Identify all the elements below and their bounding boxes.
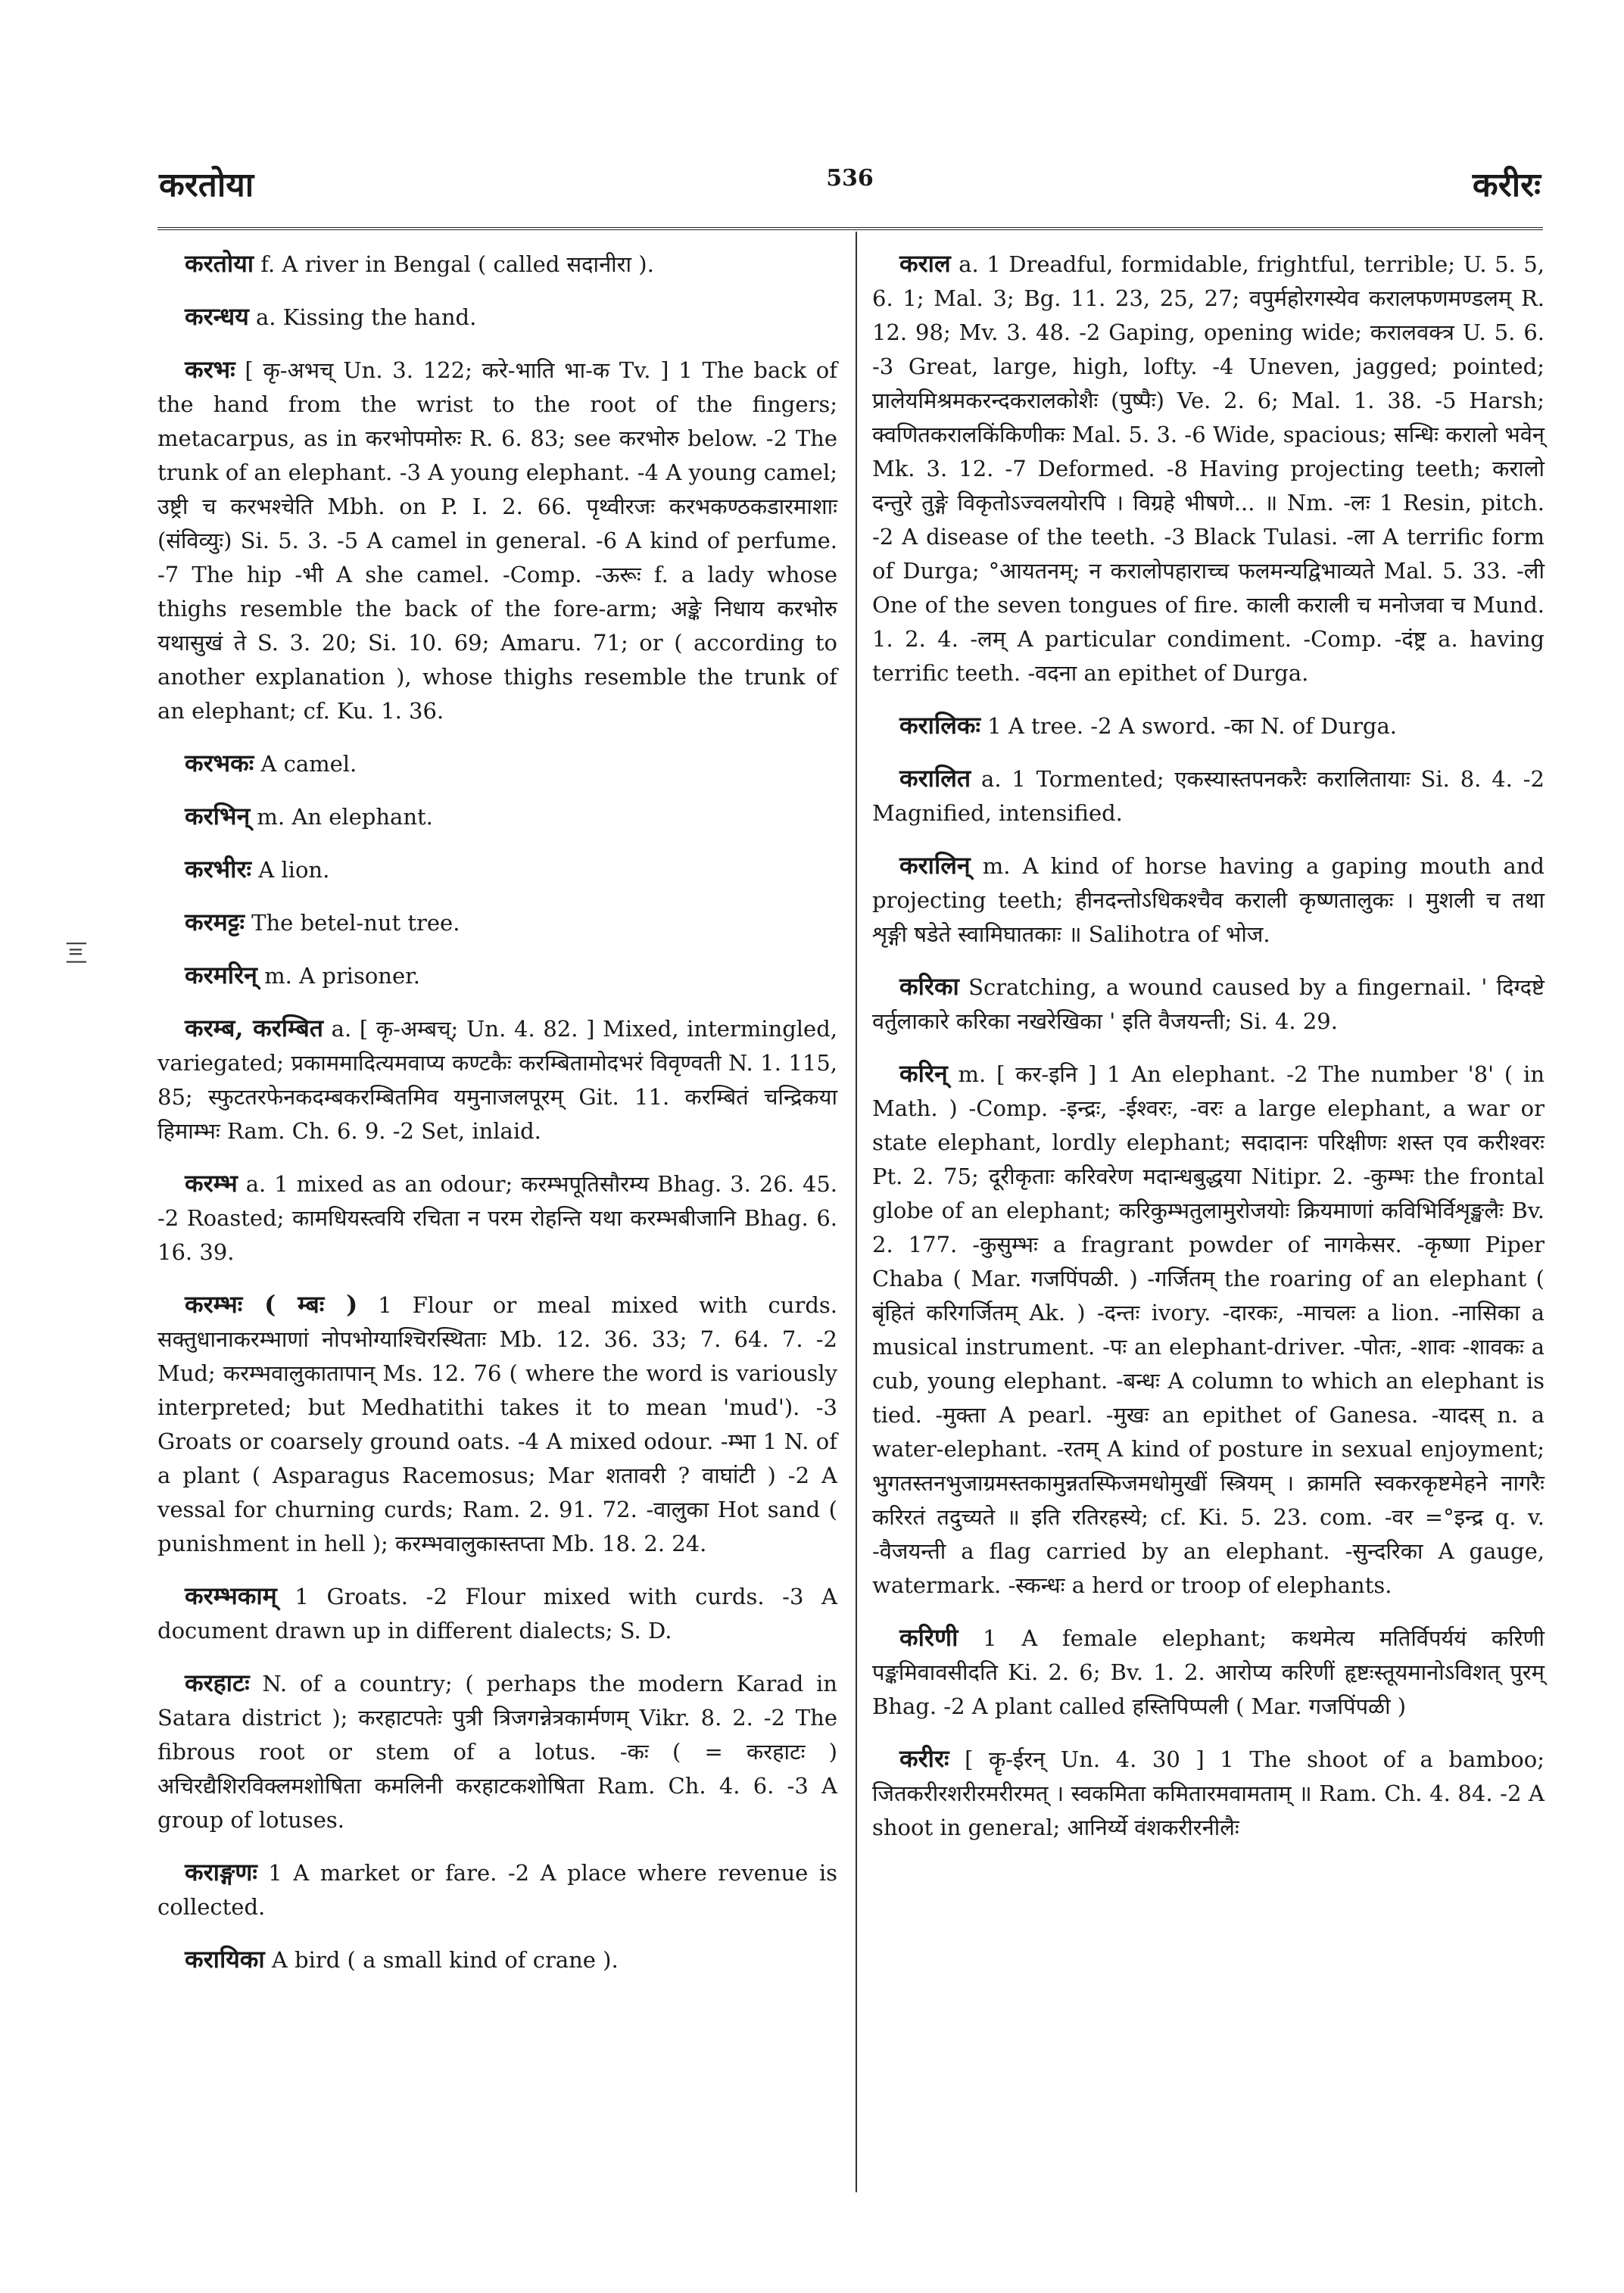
entry-definition: 1 A female elephant; कथमेत्य मतिर्विपर्ययं करिणी पङ्कमिवावसीदति Ki. 2. 6; Bv. 1. 2. आरोप्य करिणीं हृष्टःस्तूयमानोऽविशत् पुरम् Bhag. -2 A plant called हस्तिपिप्पली ( Mar. गजपिंपळी ) [872,1625,1545,1719]
dictionary-entry [157,1943,837,1977]
entry-definition: N. of a country; ( perhaps the modern Karad in Satara district ); करहाटपतेः पुत्री त्रिजगन्नेत्रकार्मणम् Vikr. 8. 2. -2 The fibrous root or stem of a lotus. -कः ( = करहाटः ) अचिरद्यैशिरविक्लमशोषिता कमलिनी करहाटकशोषिता Ram. Ch. 4. 6. -3 A group of lotuses. [157,1671,837,1833]
headword: करमरिन् [185,961,257,989]
dictionary-entry [157,1011,837,1148]
headword: करालित [899,764,971,793]
dictionary-entry [872,762,1545,830]
entry-definition: [ कृ-अभच् Un. 3. 122; करे-भाति भा-क Tv. ] 1 The back of the hand from the wrist to the root of the fingers; metacarpus, as in करभोपमोरुः R. 6. 83; see करभोरु below. -2 The trunk of an elephant. -3 A young elephant. -4 A young camel; उष्ट्री च करभश्चेति Mbh. on P. I. 2. 66. पृथ्वीरजः करभकण्ठकडारमाशाः (संविव्युः) Si. 5. 3. -5 A camel in general. -6 A kind of perfume. -7 The hip -भी A she camel. -Comp. -ऊरूः f. a lady whose thighs resemble the back of the fore-arm; अङ्के निधाय करभोरु यथासुखं ते S. 3. 20; Si. 10. 69; Amaru. 71; or ( according to another explanation ), whose thighs resemble the trunk of an elephant; cf. Ku. 1. 36. [157,357,837,724]
headword: करमट्टः [185,908,245,936]
dictionary-entry [157,905,837,940]
dictionary-entry [872,1621,1545,1724]
entry-definition: 1 Groats. -2 Flour mixed with curds. -3 A document drawn up in different dialects; S. D. [157,1584,837,1643]
headword: करम्भ [185,1169,238,1198]
headword: करिणी [899,1623,959,1652]
entry-definition: A lion. [251,857,330,883]
entry-definition: m. A prisoner. [257,963,421,989]
dictionary-entry [157,1579,837,1648]
running-head [159,160,1541,213]
headword: करम्ब, करम्बित [185,1014,323,1042]
headword: करभकः [185,749,254,777]
dictionary-entry [157,1167,837,1270]
header-rule [157,227,1543,230]
entry-definition: 1 A tree. -2 A sword. -का N. of Durga. [980,713,1397,739]
entry-definition: Scratching, a wound caused by a fingernail. ' दिग्दष्टे वर्तुलाकारे करिका नखरेखिका ' इति वैजयन्ती; Si. 4. 29. [872,974,1545,1034]
entry-definition: a. 1 Tormented; एकस्यास्तपनकरैः करालितायाः Si. 8. 4. -2 Magnified, intensified. [872,766,1545,826]
header-first-word: करतोया [159,166,254,204]
left-column [157,247,837,1995]
headword: करीरः [899,1744,949,1773]
headword: कराल [899,249,951,278]
entry-definition: The betel-nut tree. [244,910,460,936]
entry-definition: f. A river in Bengal ( called सदानीरा ). [254,251,654,277]
headword: करिका [899,972,959,1001]
page-number: 536 [826,165,874,192]
dictionary-entry [157,353,837,728]
dictionary-entry [157,852,837,887]
margin-mark: |॥| [64,939,87,965]
headword: करम्भः ( म्बः ) [185,1290,358,1319]
headword: करभिन् [185,802,251,830]
column-divider [856,232,857,2192]
headword: करन्धय [185,302,249,331]
dictionary-entry [157,1855,837,1924]
entry-definition: m. A kind of horse having a gaping mouth and projecting teeth; हीनदन्तोऽधिकश्चैव कराली कृष्णतालुकः । मुशली च तथा शृङ्गी षडेते स्वामिघातकाः ॥ Salihotra of भोज. [872,853,1545,947]
headword: करालिकः [899,711,980,740]
headword: करालिन् [899,851,971,880]
headword: करभः [185,355,235,384]
headword: करहाटः [185,1668,250,1697]
dictionary-entry [157,1288,837,1561]
dictionary-entry [872,247,1545,690]
headword: करतोया [185,249,254,278]
dictionary-entry [872,1057,1545,1603]
entry-definition: m. An elephant. [250,804,433,830]
headword: कराङ्गणः [185,1858,257,1886]
entry-definition: 1 A market or fare. -2 A place where revenue is collected. [157,1860,837,1920]
header-last-word: करीरः [1472,166,1541,204]
headword: करायिका [185,1945,265,1974]
entry-definition: a. [ कृ-अम्बच्; Un. 4. 82. ] Mixed, intermingled, variegated; प्रकाममादित्यमवाप्य कण्टकैः करम्बितामोदभरं विवृण्वती N. 1. 115, 85; स्फुटतरफेनकदम्बकरम्बितमिव यमुनाजलपूरम् Git. 11. करम्बितं चन्द्रिकया हिमाम्भः Ram. Ch. 6. 9. -2 Set, inlaid. [157,1016,837,1144]
entry-definition: a. 1 Dreadful, formidable, frightful, terrible; U. 5. 5, 6. 1; Mal. 3; Bg. 11. 23, 25, 27; वपुर्महोरगस्येव करालफणमण्डलम् R. 12. 98; Mv. 3. 48. -2 Gaping, opening wide; करालवक्त्र U. 5. 6. -3 Great, large, high, lofty. -4 Uneven, jagged; pointed; प्रालेयमिश्रमकरन्दकरालकोशैः (पुष्पैः) Ve. 2. 6; Mal. 1. 38. -5 Harsh; क्वणितकरालकिंकिणीकः Mal. 5. 3. -6 Wide, spacious; सन्धिः करालो भवेन् Mk. 3. 12. -7 Deformed. -8 Having projecting teeth; करालो दन्तुरे तुङ्गे विकृतोऽज्वलयोरपि । विग्रहे भीषणे... ॥ Nm. -लः 1 Resin, pitch. -2 A disease of the teeth. -3 Black Tulasi. -ला A terrific form of Durga; °आयतनम्; न करालोपहाराच्च फलमन्यद्विभाव्यते Mal. 5. 33. -ली One of the seven tongues of fire. काली कराली च मनोजवा च Mund. 1. 2. 4. -लम् A particular condiment. -Comp. -दंष्ट्र a. having terrific teeth. -वदना an epithet of Durga. [872,251,1545,686]
dictionary-entry [872,709,1545,743]
entry-definition: a. 1 mixed as an odour; करम्भपूतिसौरम्य Bhag. 3. 26. 45. -2 Roasted; कामधियस्त्वयि रचिता न परम रोहन्ति यथा करम्भबीजानि Bhag. 6. 16. 39. [157,1171,837,1265]
headword: करिन् [899,1059,948,1088]
entry-definition: a. Kissing the hand. [248,304,477,330]
headword: करम्भकाम् [185,1581,277,1610]
entry-definition: m. [ कर-इनि ] 1 An elephant. -2 The number '8' ( in Math. ) -Comp. -इन्द्रः, -ईश्वरः, -वरः a large elephant, a war or state elephant, lordly elephant; सदादानः परिक्षीणः शस्त एव करीश्वरः Pt. 2. 75; दूरीकृताः करिवरेण मदान्धबुद्धया Nitipr. 2. -कुम्भः the frontal globe of an elephant; करिकुम्भतुलामुरोजयोः क्रियमाणां कविभिर्विशृङ्खलैः Bv. 2. 177. -कुसुम्भः a fragrant powder of नागकेसर. -कृष्णा Piper Chaba ( Mar. गजपिंपळी. ) -गर्जितम् the roaring of an elephant ( बृंहितं करिगर्जितम् Ak. ) -दन्तः ivory. -दारकः, -माचलः a lion. -नासिका a musical instrument. -पः an elephant-driver. -पोतः, -शावः -शावकः a cub, young elephant. -बन्धः A column to which an elephant is tied. -मुक्ता A pearl. -मुखः an epithet of Ganesa. -यादस् n. a water-elephant. -रतम् A kind of posture in sexual enjoyment; भुगतस्तनभुजाग्रमस्तकामुन्नतस्फिजमधोमुखीं स्त्रियम् । क्रामति स्वकरकृष्टमेहने नागरैः करिरतं तदुच्यते ॥ इति रतिरहस्ये; cf. Ki. 5. 23. com. -वर =°इन्द्र q. v. -वैजयन्ती a flag carried by an elephant. -सुन्दरिका A gauge, watermark. -स्कन्धः a herd or troop of elephants. [872,1061,1545,1598]
headword: करभीरः [185,855,252,883]
dictionary-entry [157,746,837,781]
dictionary-entry [157,300,837,335]
entry-definition: A bird ( a small kind of crane ). [264,1947,619,1973]
dictionary-entry [872,1742,1545,1845]
entry-definition: A camel. [254,751,357,777]
dictionary-entry [872,970,1545,1039]
entry-definition: [ कॄ-ईरन् Un. 4. 30 ] 1 The shoot of a bamboo; जितकरीरशरीरमरीरमत् । स्वकमिता कमितारमवामताम् ॥ Ram. Ch. 4. 84. -2 A shoot in general; आनिर्य्ये वंशकरीरनीलैः [872,1746,1545,1840]
dictionary-entry [157,1666,837,1837]
right-column [872,247,1545,1863]
dictionary-entry [157,799,837,834]
entry-definition: 1 Flour or meal mixed with curds. सक्तुधानाकरम्भाणां नोपभोग्याश्चिरस्थिताः Mb. 12. 36. 33; 7. 64. 7. -2 Mud; करम्भवालुकातापान् Ms. 12. 76 ( where the word is variously interpreted; but Medhatithi takes it to mean 'mud'). -3 Groats or coarsely ground oats. -4 A mixed odour. -म्भा 1 N. of a plant ( Asparagus Racemosus; Mar शतावरी ? वाघांटी ) -2 A vessal for churning curds; Ram. 2. 91. 72. -वालुका Hot sand ( punishment in hell ); करम्भवालुकास्तप्ता Mb. 18. 2. 24. [157,1292,837,1556]
dictionary-entry [157,958,837,993]
dictionary-entry [872,849,1545,952]
dictionary-entry [157,247,837,282]
